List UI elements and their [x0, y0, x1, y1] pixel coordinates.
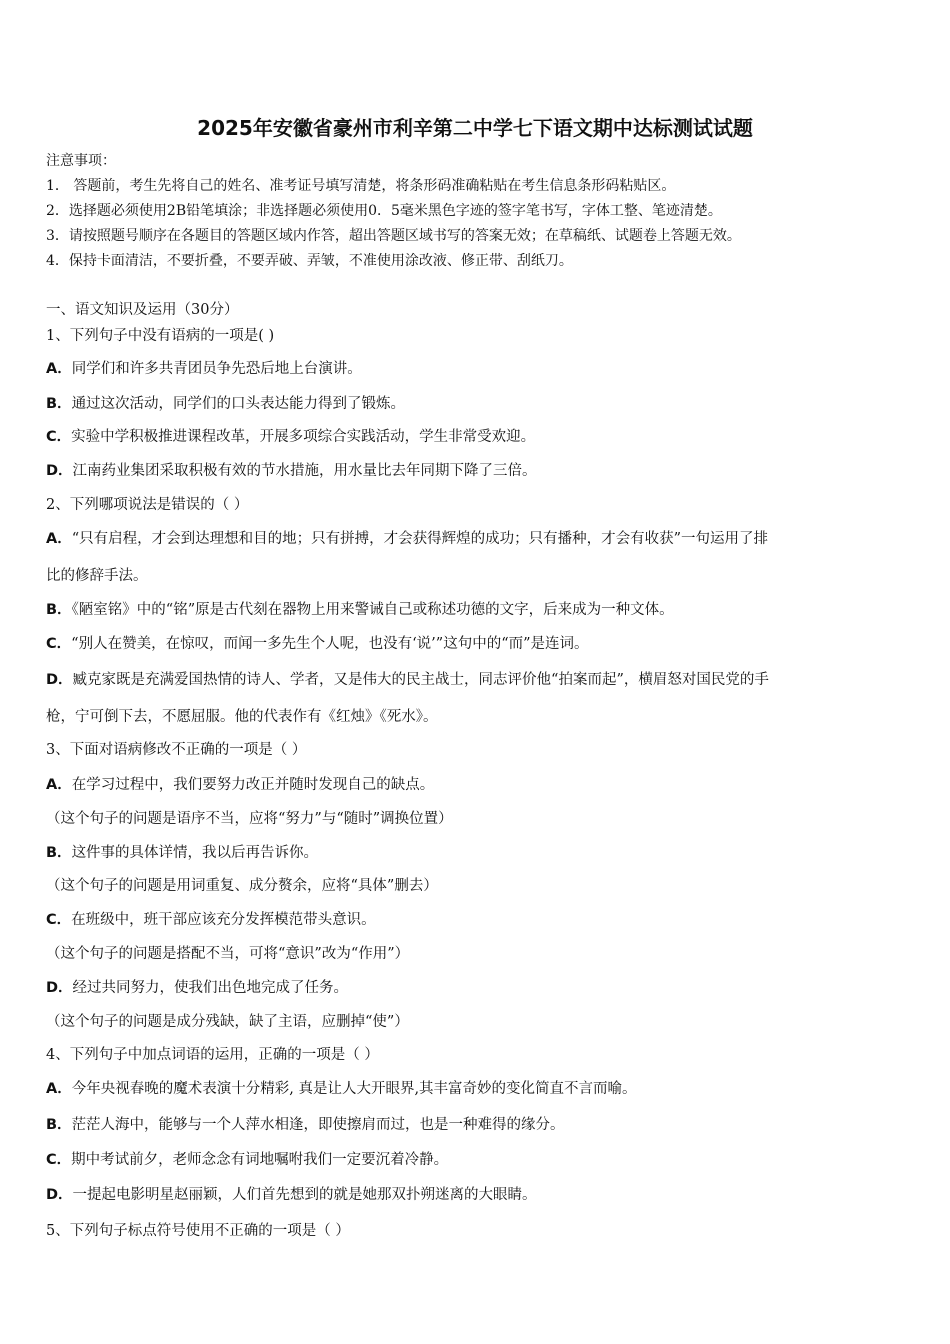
option-3b [46, 844, 318, 862]
question-stem-5: 5、下列句子标点符号使用不正确的一项是（ ） [46, 1223, 350, 1239]
option-1d [46, 462, 537, 480]
option-letter: C． [46, 912, 72, 928]
option-text: 在学习过程中，我们要努力改正并随时发现自己的缺点。 [71, 777, 435, 793]
option-letter: A． [46, 531, 72, 547]
option-text: 《陋室铭》中的“铭”原是古代刻在器物上用来警诫自己或称述功德的文字，后来成为一种文体。 [71, 602, 674, 618]
option-4d [46, 1186, 537, 1204]
option-letter: A． [46, 361, 72, 377]
option-2a-continued: 比的修辞手法。 [46, 568, 148, 584]
option-letter: C． [46, 1152, 72, 1168]
option-text: 期中考试前夕，老师念念有词地嘱咐我们一定要沉着冷静。 [71, 1152, 449, 1168]
option-letter: D． [46, 672, 73, 688]
option-letter: B． [46, 602, 72, 618]
option-text: 臧克家既是充满爱国热情的诗人、学者，又是伟大的民主战士，同志评价他“拍案而起”，横眉怒对国民党的手 [72, 672, 769, 688]
option-letter: D． [46, 980, 73, 996]
option-1c [46, 428, 535, 446]
option-letter: D． [46, 463, 73, 479]
option-letter: B． [46, 396, 72, 412]
option-2b [46, 601, 674, 619]
notice-heading: 注意事项： [46, 153, 116, 169]
option-text: 今年央视春晚的魔术表演十分精彩, 真是让人大开眼界,其丰富奇妙的变化简直不言而喻。 [71, 1081, 637, 1097]
notice-item: 3．请按照题号顺序在各题目的答题区域内作答，超出答题区域书写的答案无效；在草稿纸、试题卷上答题无效。 [46, 228, 741, 244]
option-text: 经过共同努力，使我们出色地完成了任务。 [72, 980, 349, 996]
option-letter: B． [46, 1117, 72, 1133]
option-text: 江南药业集团采取积极有效的节水措施，用水量比去年同期下降了三倍。 [72, 463, 537, 479]
option-2a [46, 530, 768, 548]
option-3d-note: （这个句子的问题是成分残缺，缺了主语，应删掉“使”） [46, 1014, 409, 1030]
option-letter: C． [46, 636, 72, 652]
option-3a [46, 776, 434, 794]
option-text: “只有启程，才会到达理想和目的地；只有拼搏，才会获得辉煌的成功；只有播种，才会有收获”一句运用了排 [71, 531, 769, 547]
section-heading: 一、语文知识及运用（30分） [46, 302, 239, 318]
option-letter: B． [46, 845, 72, 861]
option-text: 实验中学积极推进课程改革，开展多项综合实践活动，学生非常受欢迎。 [71, 429, 536, 445]
option-text: 一提起电影明星赵丽颖，人们首先想到的就是她那双扑朔迷离的大眼睛。 [72, 1187, 537, 1203]
notice-item: 1． 答题前，考生先将自己的姓名、准考证号填写清楚，将条形码准确粘贴在考生信息条形码粘贴区。 [46, 178, 676, 194]
option-letter: A． [46, 777, 72, 793]
option-1a [46, 360, 362, 378]
option-text: “别人在赞美，在惊叹，而闻一多先生个人呢，也没有‘说’”这句中的“而”是连词。 [71, 636, 589, 652]
option-text: 茫茫人海中，能够与一个人萍水相逢，即使擦肩而过，也是一种难得的缘分。 [71, 1117, 565, 1133]
option-3c [46, 911, 376, 929]
option-4c [46, 1151, 448, 1169]
option-text: 同学们和许多共青团员争先恐后地上台演讲。 [71, 361, 362, 377]
option-4a [46, 1080, 637, 1098]
option-text: 通过这次活动，同学们的口头表达能力得到了锻炼。 [71, 396, 406, 412]
option-2d [46, 671, 769, 689]
option-3a-note: （这个句子的问题是语序不当，应将“努力”与“随时”调换位置） [46, 811, 453, 827]
option-3b-note: （这个句子的问题是用词重复、成分赘余，应将“具体”删去） [46, 878, 438, 894]
option-3d [46, 979, 348, 997]
question-stem-1: 1、下列句子中没有语病的一项是( ) [46, 328, 275, 344]
option-3c-note: （这个句子的问题是搭配不当，可将“意识”改为“作用”） [46, 946, 410, 962]
notice-item: 2．选择题必须使用2B铅笔填涂；非选择题必须使用0．5毫米黑色字迹的签字笔书写，字体工整、笔迹清楚。 [46, 203, 722, 219]
page-title: 2025年安徽省豪州市利辛第二中学七下语文期中达标测试试题 [197, 116, 753, 140]
option-letter: C． [46, 429, 72, 445]
option-letter: A． [46, 1081, 72, 1097]
notice-item: 4．保持卡面清洁，不要折叠，不要弄破、弄皱，不准使用涂改液、修正带、刮纸刀。 [46, 253, 573, 269]
option-text: 这件事的具体详情，我以后再告诉你。 [71, 845, 319, 861]
question-stem-2: 2、下列哪项说法是错误的（ ） [46, 497, 249, 513]
option-4b [46, 1116, 565, 1134]
question-stem-4: 4、下列句子中加点词语的运用，正确的一项是（ ） [46, 1047, 379, 1063]
option-2d-continued: 枪，宁可倒下去，不愿屈服。他的代表作有《红烛》《死水》。 [46, 709, 438, 725]
option-text: 在班级中，班干部应该充分发挥模范带头意识。 [71, 912, 376, 928]
option-1b [46, 395, 405, 413]
question-stem-3: 3、下面对语病修改不正确的一项是（ ） [46, 742, 307, 758]
option-2c [46, 635, 589, 653]
option-letter: D． [46, 1187, 73, 1203]
